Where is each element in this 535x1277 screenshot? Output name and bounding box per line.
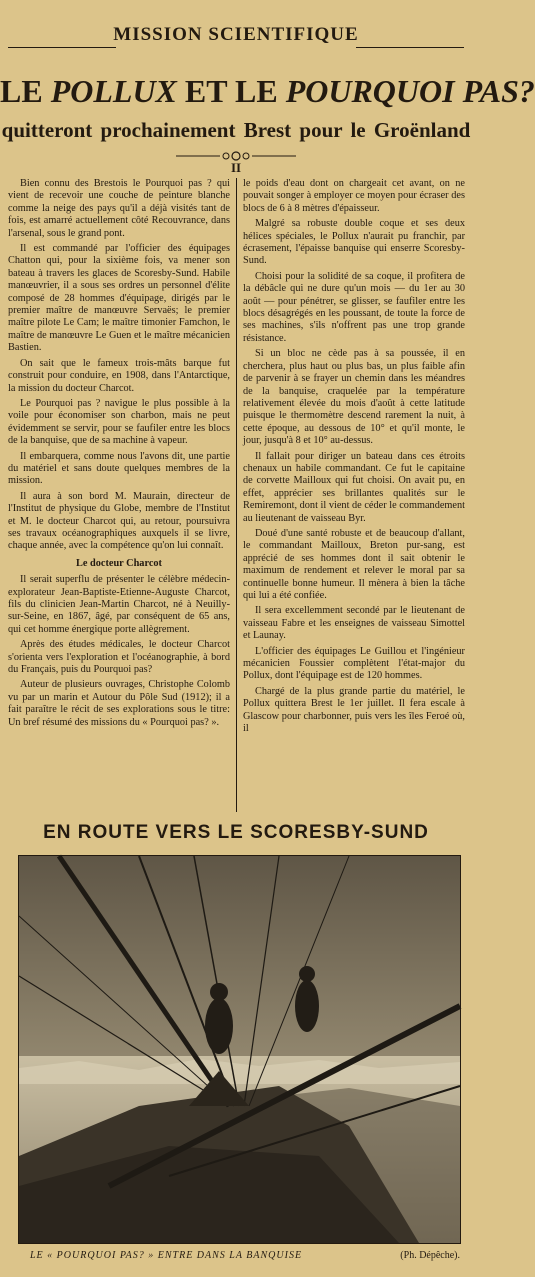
left-column	[8, 178, 230, 812]
subhead-charcot: Le docteur Charcot	[76, 557, 162, 569]
right-paragraph: Il fallait pour diriger un bateau dans ces étroits chenaux un habile commandant. Ce fut le capitaine de corvette Mailloux qui fut choisi. On avait pu, en effet, apprécier ses brillantes qualités sur le Remiremont, dont il vient de céder le commandement au lieutenant de vaisseau Byr.	[243, 450, 465, 524]
left-paragraph: Auteur de plusieurs ouvrages, Christophe Colomb vu par un marin et Autour du Pôle Sud (1912); il a fait paraître le récit de ses explorations sous le titre: Un bref résumé des missions du « Pourquoi pas? ».	[8, 679, 230, 728]
part-marker: II	[230, 160, 242, 175]
headline-part-3: ET LE	[176, 73, 286, 109]
right-paragraph: Choisi pour la solidité de sa coque, il profitera de la débâcle qui ne dure qu'un mois — du 1er au 30 août — pour pénétrer, se glisser, se faufiler entre les blocs désagrégés en les poussant, de toute la force de ses machines, s'ils n'offrent pas une trop grande résistance.	[243, 270, 465, 344]
left-paragraph: Il est commandé par l'officier des équipages Chatton qui, pour la sixième fois, va mener son bateau à travers les glaces de Scoresby-Sund. Habile manœuvrier, il a sous ses ordres un personnel d'élite composé de 28 hommes d'équipage, dirigés par le premier maître de manœuvre Servaës; le premier maître pilote Le Cam; le maître timonier Famchon, le maître de manœuvre Le Guen et le maître mécanicien Bastien.	[8, 243, 230, 354]
left-paragraph: Il embarquera, comme nous l'avons dit, une partie du matériel et sans doute quelques membres de la mission.	[8, 450, 230, 487]
headline-part-1: LE	[0, 73, 51, 109]
right-paragraph: le poids d'eau dont on chargeait cet avant, on ne pouvait songer à employer ce moyen pour écraser des blocs de 6 à 8 mètres d'épaisseur.	[243, 178, 465, 214]
photo-caption	[30, 1250, 460, 1261]
kicker-rule-left	[8, 47, 116, 48]
left-paragraph: Le Pourquoi pas ? navigue le plus possible à la voile pour économiser son charbon, mais ne peut évidemment se servir, pour se faufiler entre les blocs de la banquise, que de sa machine à vapeur.	[8, 397, 230, 447]
left-paragraph: Bien connu des Brestois le Pourquoi pas ? qui vient de recevoir une couche de peinture blanche comme la neige des pays qu'il a déjà visités tant de fois, est amarré actuellement côté Recouvrance, dans l'arsenal, sous le grand pont.	[8, 178, 230, 239]
right-paragraph: Chargé de la plus grande partie du matériel, le Pollux quittera Brest le 1er juillet. Il fera escale à Glascow pour charbonner, puis vers les îles Feroé où, il	[243, 685, 465, 735]
section-title: EN ROUTE VERS LE SCORESBY-SUND	[43, 822, 429, 843]
right-paragraph: Il sera excellemment secondé par le lieutenant de vaisseau Fabre et les enseignes de vaisseau Simottel et Launay.	[243, 605, 465, 642]
headline-ship-pollux: POLLUX	[50, 73, 177, 109]
caption-text: LE « POURQUOI PAS? » ENTRE DANS LA BANQUISE	[30, 1250, 303, 1261]
right-column	[243, 178, 465, 812]
right-paragraph: Doué d'une santé robuste et de beaucoup d'allant, le commandant Mailloux, Breton pur-sang, est apprécié de ses hommes dont il sait obtenir le maximum de rendement et relever le moral par sa continuelle bonne humeur. Il mènera à bien la tâche qui lui a été confiée.	[243, 527, 465, 601]
photo-credit: (Ph. Dépêche).	[400, 1250, 460, 1261]
deck-subtitle: quitteront prochainement Brest pour le Groënland	[1, 118, 471, 142]
ship-photo	[18, 855, 461, 1244]
left-paragraph: Il aura à son bord M. Maurain, directeur de l'Institut de physique du Globe, membre de l'Institut et M. le docteur Charcot qui, au retour, poursuivra ses travaux océanographiques auxquels il se livre, chaque année, avec la compétence qu'on lui connaît.	[8, 490, 230, 552]
left-paragraph: On sait que le fameux trois-mâts barque fut construit pour conduire, en 1908, dans l'Antarctique, la mission du docteur Charcot.	[8, 357, 230, 394]
right-paragraph: Si un bloc ne cède pas à sa poussée, il en cherchera, plus haut ou plus bas, un plus faible afin de parvenir à se frayer un chemin dans les méandres de la banquise, craquelée par la température relativement élevée du mois d'août à cette latitude puisque le thermomètre descend rarement la nuit, à cette époque, au dessous de 10° et qu'il monte, le jour, jusqu'à 8 et 10° au-dessus.	[243, 348, 465, 447]
kicker-rule-right	[356, 47, 464, 48]
left-paragraph: Il serait superflu de présenter le célèbre médecin-explorateur Jean-Baptiste-Etienne-Auguste Charcot, fils du clinicien Jean-Martin Charcot, né à Neuilly-sur-Seine, en 1867, âgé, par conséquent de 65 ans, qui cet homme énergique porte allègrement.	[8, 574, 230, 635]
right-paragraph: Malgré sa robuste double coque et ses deux hélices spéciales, le Pollux n'aurait pu franchir, par écrasement, l'épaisse banquise qui enserre Scoresby-Sund.	[243, 218, 465, 267]
section-kicker: MISSION SCIENTIFIQUE	[113, 24, 359, 45]
left-paragraph: Après des études médicales, le docteur Charcot s'orienta vers l'exploration et l'océanographie, à bord du Français, puis du Pourquoi pas?	[8, 639, 230, 676]
headline	[0, 73, 535, 110]
right-paragraph: L'officier des équipages Le Guillou et l'ingénieur mécanicien Foussier complètent l'état-major du Pollux, dont l'équipage est de 120 hommes.	[243, 645, 465, 682]
column-rule	[236, 178, 237, 812]
headline-ship-pourquoi-pas: POURQUOI PAS?	[285, 73, 535, 109]
